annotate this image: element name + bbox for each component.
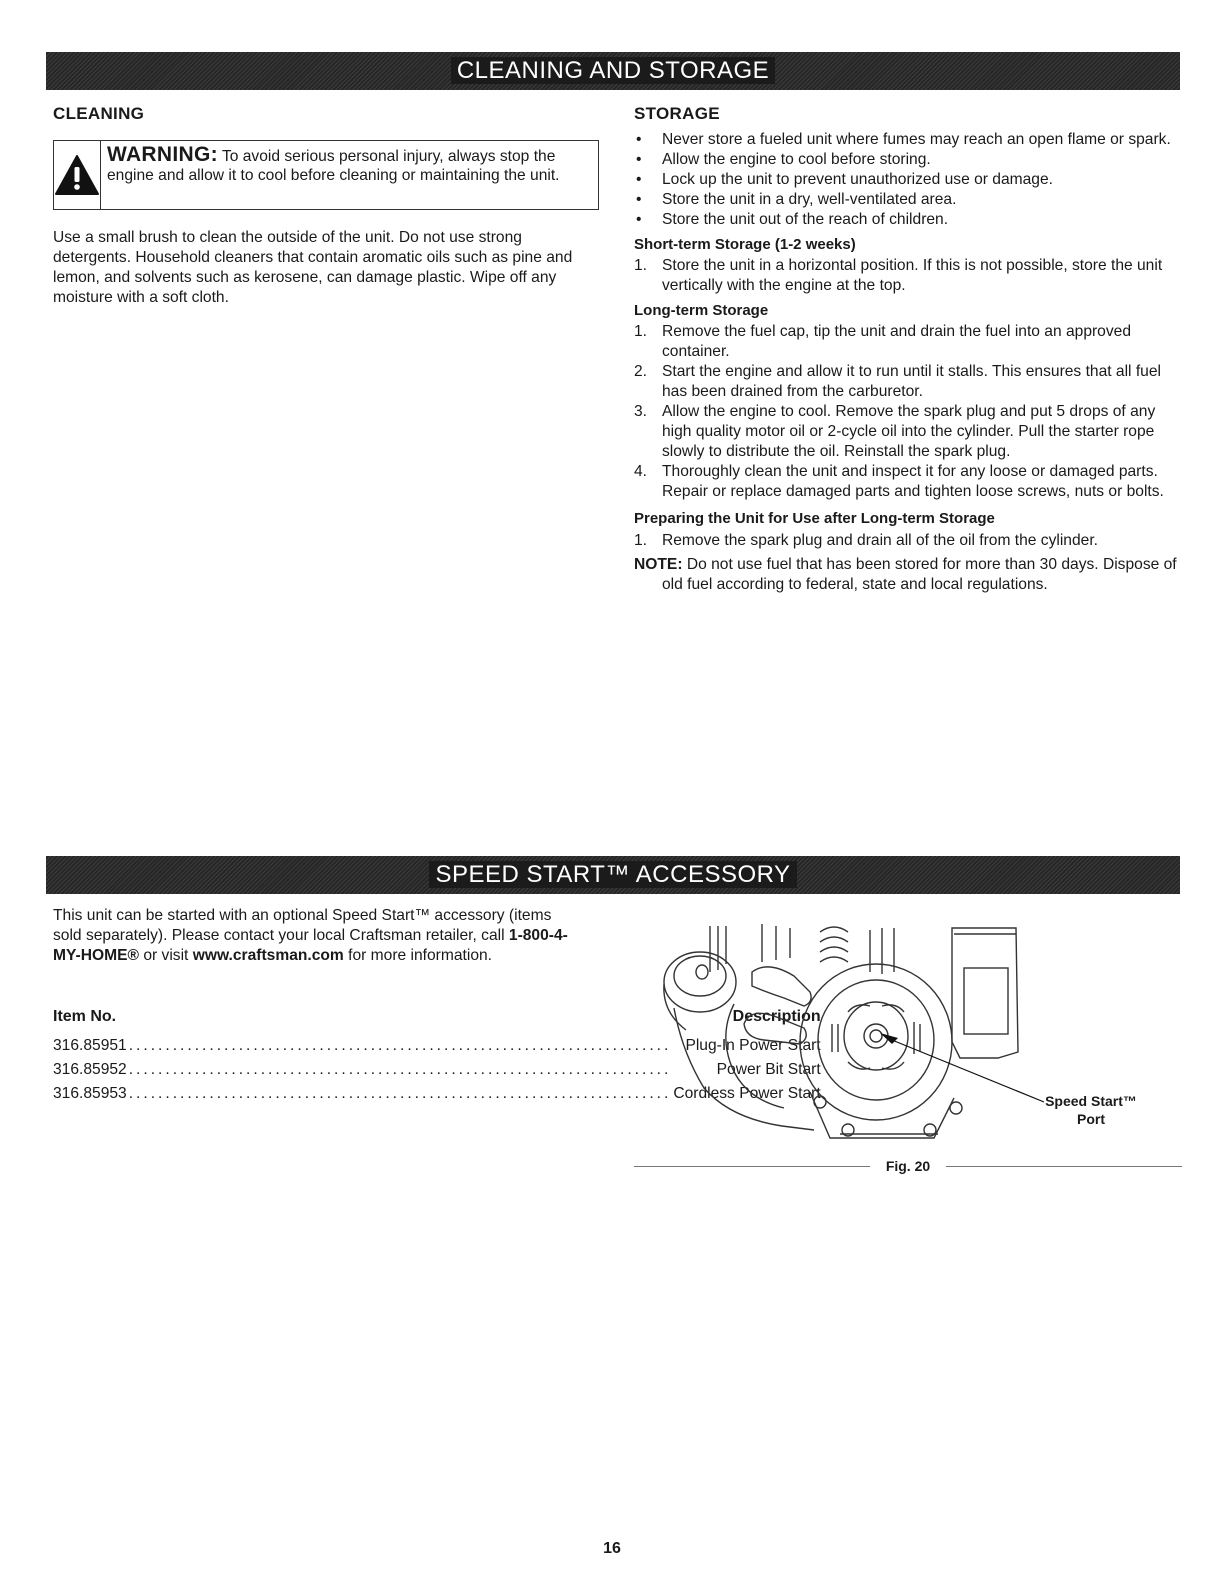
list-item xyxy=(634,322,1182,362)
figure-20 xyxy=(634,912,1182,1174)
item-number: 316.85951 xyxy=(53,1037,127,1054)
step-text: Thoroughly clean the unit and inspect it for any loose or damaged parts. Repair or replace damaged parts and tighten loose screws, nuts or bolts. xyxy=(662,463,1164,500)
list-item xyxy=(634,531,1182,551)
long-term-steps xyxy=(634,322,1182,502)
short-term-steps xyxy=(634,256,1182,296)
list-item: • Never store a fueled unit where fumes may reach an open flame or spark. xyxy=(634,130,1182,150)
item-description: Cordless Power Start xyxy=(673,1085,821,1102)
step-number: 3. xyxy=(634,403,648,420)
intro-text: This unit can be started with an optional Speed Start™ accessory (items sold separately). Please contact your local Craftsman retailer, call xyxy=(53,907,552,944)
step-text: Start the engine and allow it to run until it stalls. This ensures that all fuel has been drained from the carburetor. xyxy=(662,363,1161,400)
speed-start-section xyxy=(53,906,821,1106)
intro-text: for more information. xyxy=(343,947,492,964)
section-banner-cleaning-storage xyxy=(46,52,1180,90)
warning-message: To avoid serious personal injury, always stop the engine and allow it to cool before cleaning or maintaining the unit. xyxy=(107,148,560,184)
item-description: Power Bit Start xyxy=(716,1061,821,1078)
preparing-steps xyxy=(634,531,1182,551)
list-item: • Allow the engine to cool before storing. xyxy=(634,150,1182,170)
caption-rule-right xyxy=(946,1166,1182,1167)
section-banner-speed-start xyxy=(46,856,1180,894)
banner-title: SPEED START™ ACCESSORY xyxy=(429,861,796,888)
storage-section xyxy=(634,104,1182,595)
list-item xyxy=(634,256,1182,296)
phone-number: 1-800-4-MY-HOME® xyxy=(53,927,568,964)
dot-leader: .......................................................................... xyxy=(128,1037,672,1054)
list-item: • Store the unit out of the reach of children. xyxy=(634,210,1182,230)
list-item: • Store the unit in a dry, well-ventilated area. xyxy=(634,190,1182,210)
cleaning-body: Use a small brush to clean the outside of the unit. Do not use strong detergents. Household cleaners that contain aromatic oils such as pine and lemon, and solvents such as kerosene, can damage plastic. Wipe off any moisture with a soft cloth. xyxy=(53,229,573,306)
step-text: Remove the fuel cap, tip the unit and drain the fuel into an approved container. xyxy=(662,323,1131,360)
long-term-heading: Long-term Storage xyxy=(634,302,769,319)
step-text: Remove the spark plug and drain all of the oil from the cylinder. xyxy=(662,532,1098,549)
note-text: Do not use fuel that has been stored for more than 30 days. Dispose of old fuel according to federal, state and local regulations. xyxy=(662,556,1177,593)
column-header-description: Description xyxy=(732,1008,821,1025)
short-term-heading: Short-term Storage (1-2 weeks) xyxy=(634,236,856,253)
dot-leader: .......................................................................... xyxy=(128,1061,672,1078)
port-label-line: Port xyxy=(1077,1111,1105,1127)
item-description: Plug-In Power Start xyxy=(685,1037,821,1054)
item-number: 316.85953 xyxy=(53,1085,127,1102)
step-text: Store the unit in a horizontal position. If this is not possible, store the unit vertically with the engine at the top. xyxy=(662,257,1163,294)
speed-start-port-label xyxy=(1036,1092,1146,1128)
figure-caption: Fig. 20 xyxy=(885,1158,931,1174)
storage-note xyxy=(634,555,1182,595)
cleaning-heading: CLEANING xyxy=(53,104,145,123)
page-number: 16 xyxy=(603,1540,621,1557)
storage-bullet-list xyxy=(634,130,1182,230)
port-label-line: Speed Start™ xyxy=(1045,1093,1137,1109)
step-number: 1. xyxy=(634,257,648,274)
storage-heading: STORAGE xyxy=(634,104,720,123)
warning-triangle-icon xyxy=(54,154,100,196)
cleaning-section xyxy=(53,104,599,308)
warning-icon-cell xyxy=(54,141,101,209)
speed-start-intro xyxy=(53,906,573,966)
step-text: Allow the engine to cool. Remove the spark plug and put 5 drops of any high quality motor oil or 2-cycle oil into the cylinder. Pull the starter rope slowly to distribute the oil. Reinstall the spark plug. xyxy=(662,403,1156,460)
step-number: 1. xyxy=(634,532,648,549)
preparing-heading: Preparing the Unit for Use after Long-term Storage xyxy=(634,510,995,527)
step-number: 4. xyxy=(634,463,648,480)
list-item xyxy=(634,402,1182,462)
warning-label: WARNING: xyxy=(107,143,218,166)
warning-text-block xyxy=(101,141,598,209)
list-item xyxy=(634,462,1182,502)
item-number: 316.85952 xyxy=(53,1061,127,1078)
list-item xyxy=(634,362,1182,402)
banner-title: CLEANING AND STORAGE xyxy=(451,57,775,84)
step-number: 1. xyxy=(634,323,648,340)
dot-leader: .......................................................................... xyxy=(128,1085,672,1102)
intro-text: or visit xyxy=(139,947,193,964)
note-label: NOTE: xyxy=(634,556,683,573)
warning-box xyxy=(53,140,599,210)
website-link: www.craftsman.com xyxy=(192,947,344,964)
step-number: 2. xyxy=(634,363,648,380)
caption-rule-left xyxy=(634,1166,870,1167)
list-item: • Lock up the unit to prevent unauthorized use or damage. xyxy=(634,170,1182,190)
column-header-item: Item No. xyxy=(53,1008,117,1025)
